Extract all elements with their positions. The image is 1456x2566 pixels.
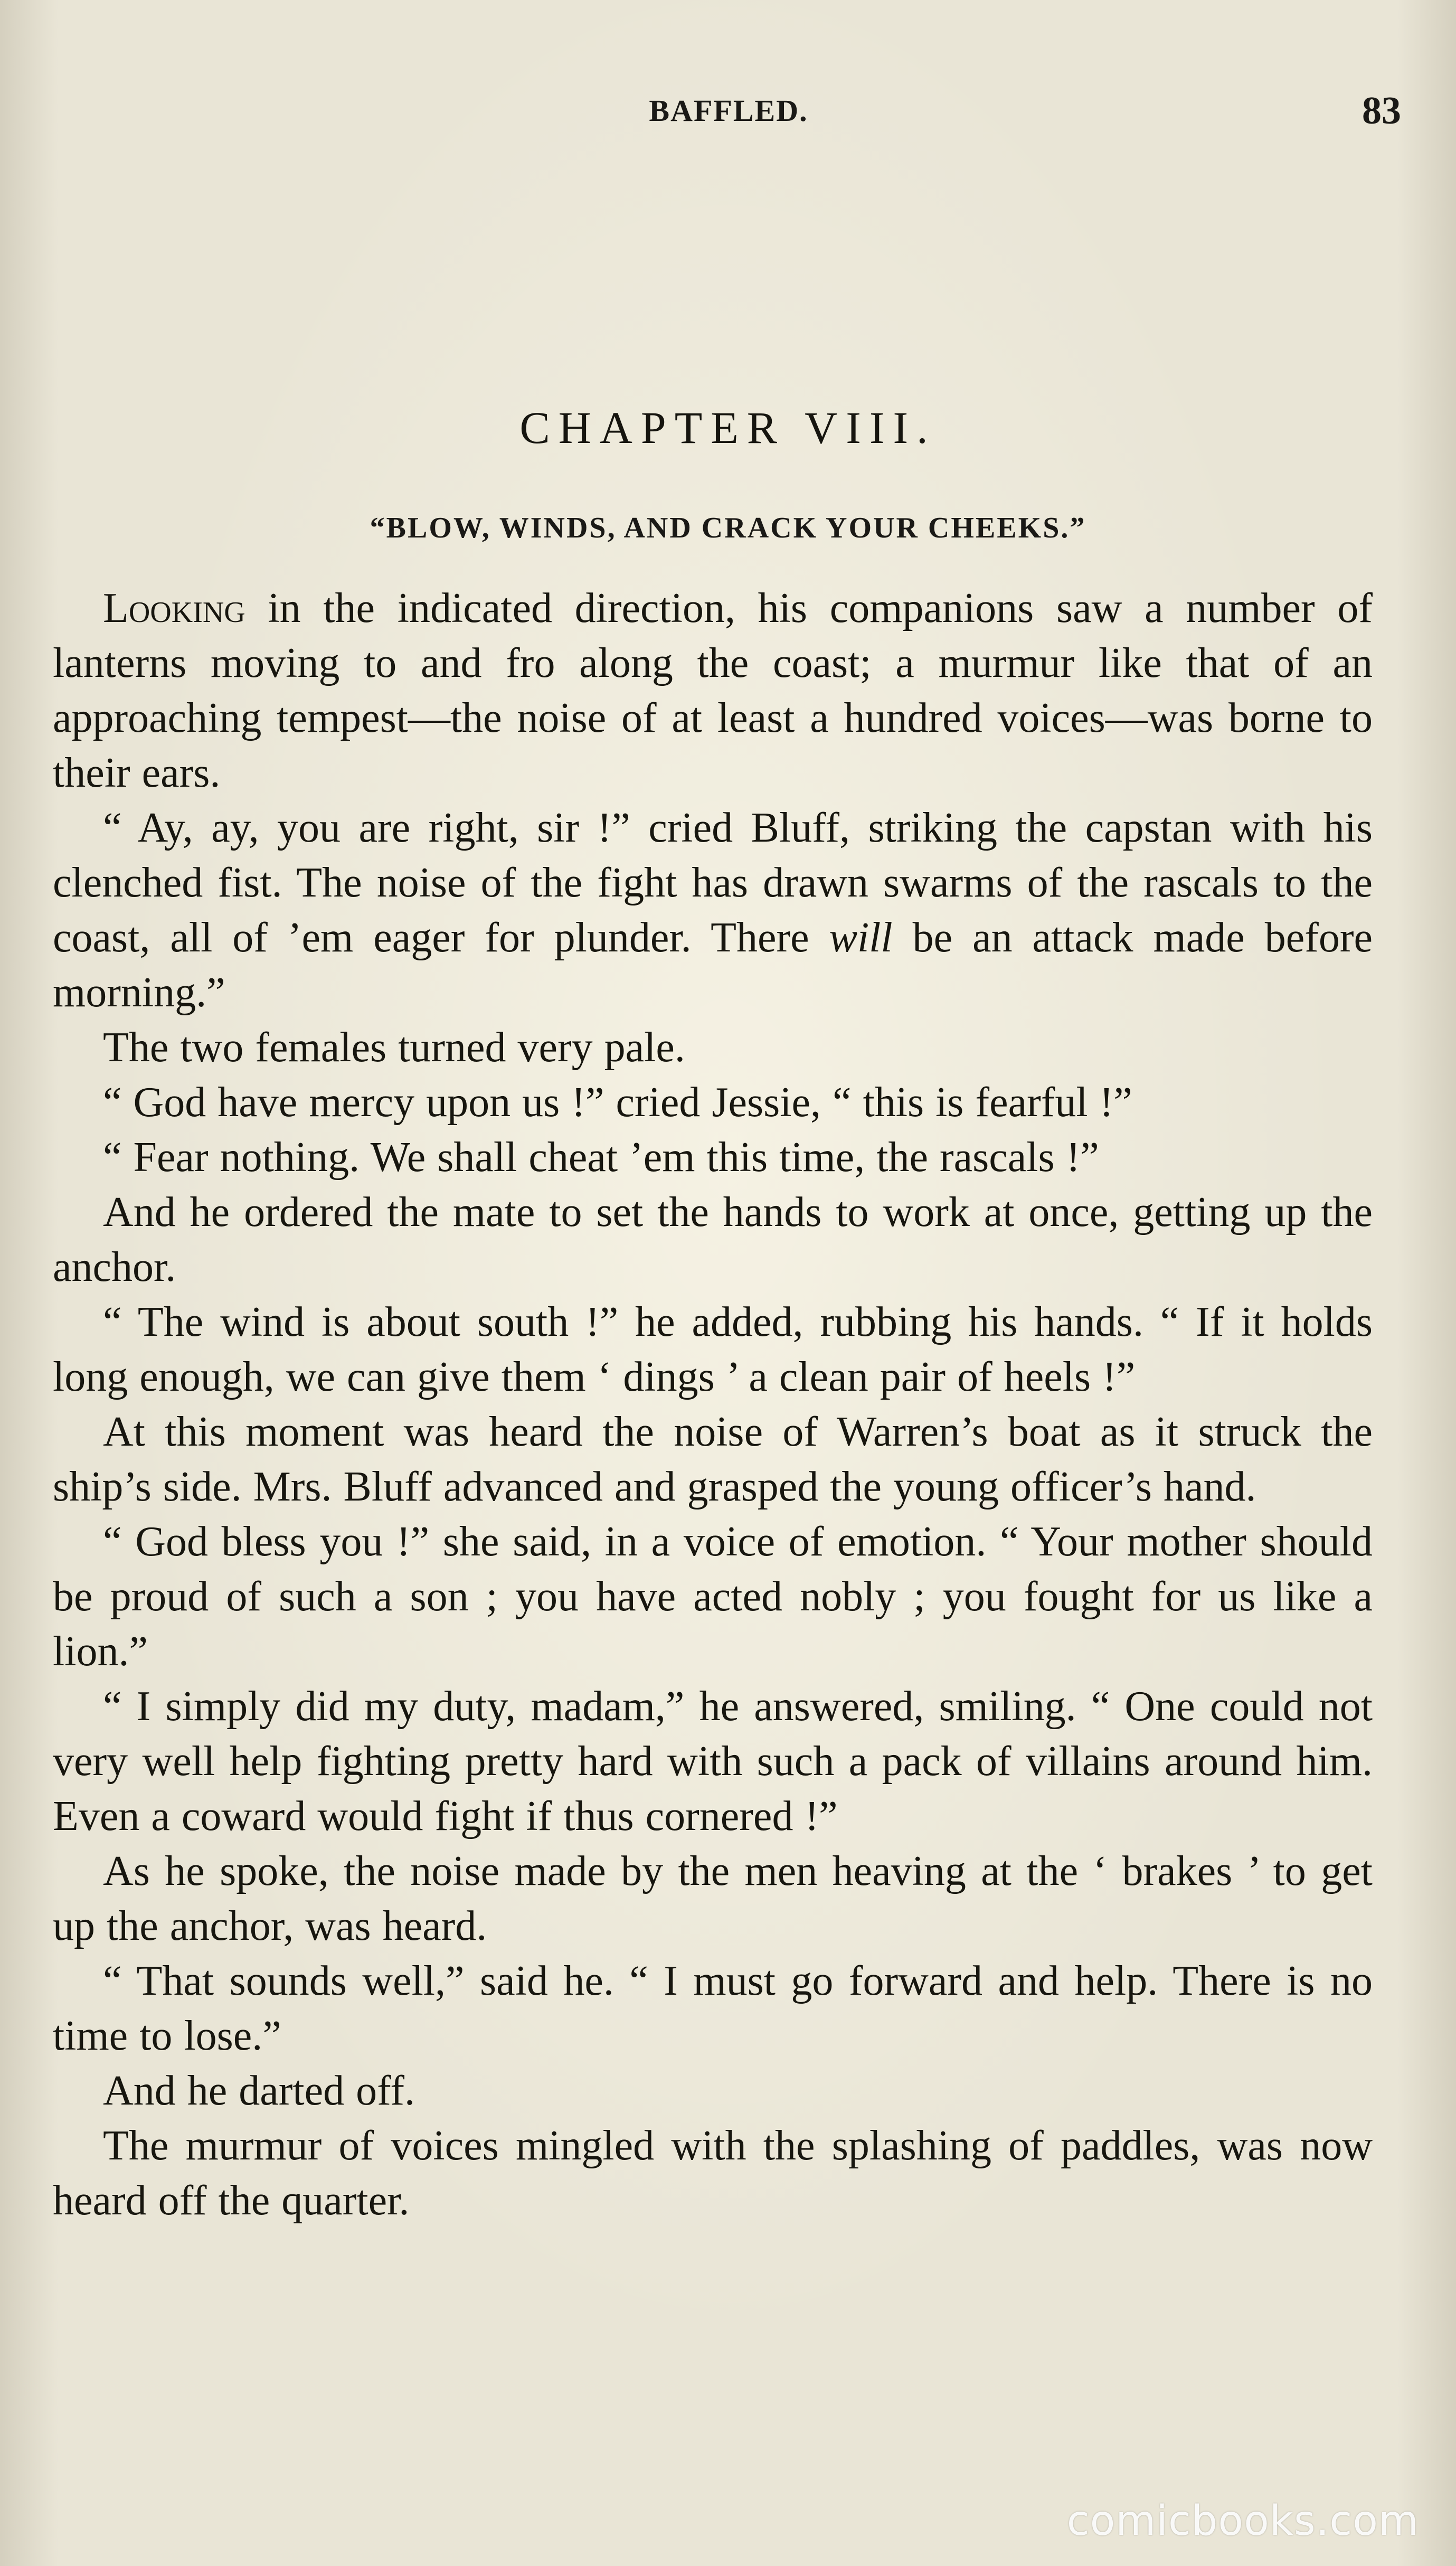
paragraph-lead-word: Looking	[103, 585, 245, 631]
paragraph: And he ordered the mate to set the hands to work at once, getting up the anchor.	[53, 1189, 1373, 1290]
paragraph: “ The wind is about south !” he added, rubbing his hands. “ If it holds long enough, we can give them ‘ dings ’ a clean pair of heels !”	[53, 1299, 1373, 1400]
paragraph-text: in the indicated direction, his companions saw a number of lanterns moving to and fro along the coast; a murmur like that of an approaching tempest—the noise of at least a hundred voices—was borne to their ears.	[53, 585, 1373, 796]
paragraph-text: “ Ay, ay, you are right, sir !” cried Bluff, striking the capstan with his clenched fist. The noise of the fight has drawn swarms of the rascals to the coast, all of ’em eager for plunder. There	[53, 805, 1373, 961]
paragraph: “ Fear nothing. We shall cheat ’em this time, the rascals !”	[103, 1134, 1099, 1181]
paragraph: “ That sounds well,” said he. “ I must go forward and help. There is no time to lose.”	[53, 1958, 1373, 2059]
running-head-title: BAFFLED.	[649, 93, 808, 128]
paragraph: “ God have mercy upon us !” cried Jessie, “ this is fearful !”	[103, 1079, 1132, 1126]
paragraph-emphasis: will	[829, 914, 893, 961]
paragraph: And he darted off.	[103, 2068, 415, 2114]
chapter-heading: CHAPTER VIII.	[519, 402, 937, 453]
paragraph: The murmur of voices mingled with the splashing of paddles, was now heard off the quarter.	[53, 2122, 1373, 2224]
chapter-subtitle: “BLOW, WINDS, AND CRACK YOUR CHEEKS.”	[370, 512, 1086, 544]
paragraph: “ I simply did my duty, madam,” he answered, smiling. “ One could not very well help fighting pretty hard with such a pack of villains around him. Even a coward would fight if thus cornered !”	[53, 1683, 1373, 1839]
page-number: 83	[1362, 89, 1401, 133]
paragraph: “ God bless you !” she said, in a voice of emotion. “ Your mother should be proud of such a son ; you have acted nobly ; you fought for us like a lion.”	[53, 1518, 1373, 1675]
chapter-body	[53, 581, 1373, 2228]
paragraph: At this moment was heard the noise of Warren’s boat as it struck the ship’s side. Mrs. Bluff advanced and grasped the young officer’s hand.	[53, 1409, 1373, 1510]
paragraph: As he spoke, the noise made by the men heaving at the ‘ brakes ’ to get up the anchor, was heard.	[53, 1848, 1373, 1949]
watermark: comicbooks.com	[1066, 2497, 1419, 2545]
running-head	[53, 89, 1404, 141]
paragraph-text: be an attack made before morning.”	[53, 914, 1373, 1016]
paragraph: The two females turned very pale.	[103, 1024, 685, 1071]
paragraph	[53, 800, 1373, 1020]
paragraph	[53, 581, 1373, 800]
